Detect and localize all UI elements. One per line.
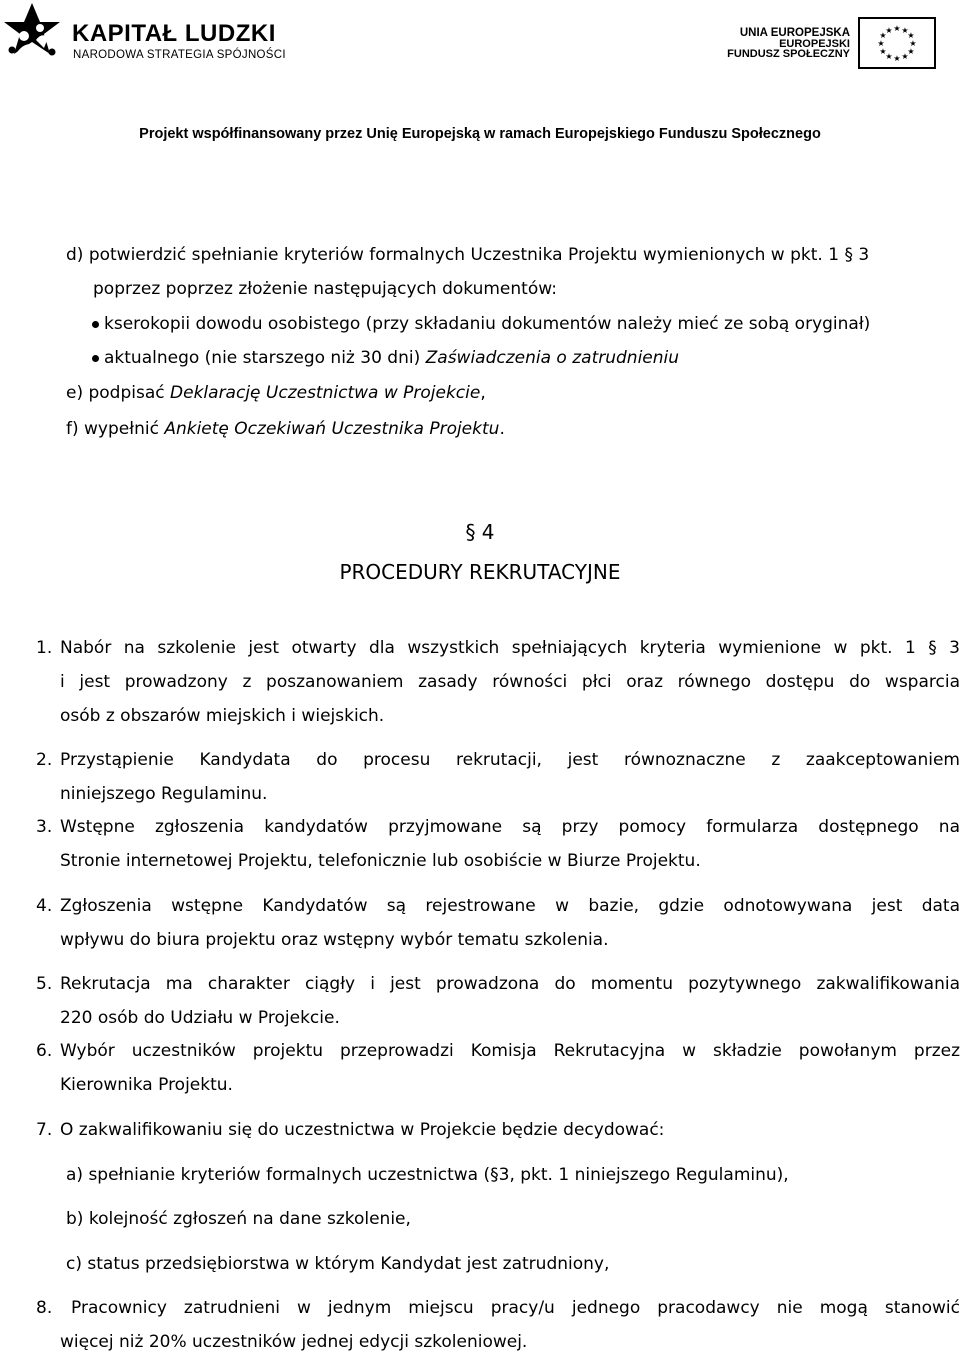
svg-text:★: ★ <box>879 47 887 56</box>
item-f: f) wypełnić Ankietę Oczekiwań Uczestnika Projektu. <box>66 419 505 439</box>
svg-text:★: ★ <box>907 47 915 56</box>
item-2-line1: Przystąpienie Kandydata do procesu rekrutacji, jest równoznaczne z zaakceptowaniem <box>60 750 960 770</box>
svg-text:★: ★ <box>893 24 901 33</box>
item-7-line1: O zakwalifikowaniu się do uczestnictwa w Projekcie będzie decydować: <box>60 1120 665 1140</box>
kapital-ludzki-logo <box>2 2 62 64</box>
item-number: 7. <box>36 1120 53 1140</box>
item-5-line2: 220 osób do Udziału w Projekcie. <box>60 1008 340 1028</box>
item-number: 1. <box>36 638 53 658</box>
item-6-line2: Kierownika Projektu. <box>60 1075 233 1095</box>
item-5-line1: Rekrutacja ma charakter ciągły i jest prowadzona do momentu pozytywnego zakwalifikowania <box>60 974 960 994</box>
eu-flag-icon <box>858 17 936 69</box>
bullet-icon <box>92 321 99 328</box>
svg-text:★: ★ <box>901 52 909 61</box>
item-number: 6. <box>36 1041 53 1061</box>
section-title: PROCEDURY REKRUTACYJNE <box>339 560 621 584</box>
svg-text:★: ★ <box>885 52 893 61</box>
item-7b: b) kolejność zgłoszeń na dane szkolenie, <box>66 1209 411 1229</box>
item-6-line1: Wybór uczestników projektu przeprowadzi Komisja Rekrutacyjna w składzie powołanym przez <box>60 1041 960 1061</box>
item-8-line2: więcej niż 20% uczestników jednej edycji szkoleniowej. <box>60 1332 528 1352</box>
bullet-icon <box>92 355 99 362</box>
item-number: 4. <box>36 896 53 916</box>
svg-text:★: ★ <box>877 39 885 48</box>
item-4-line1: Zgłoszenia wstępne Kandydatów są rejestrowane w bazie, gdzie odnotowywana jest data <box>60 896 960 916</box>
item-d: d) potwierdzić spełnianie kryteriów formalnych Uczestnika Projektu wymienionych w pkt. 1 § 3 <box>66 245 870 265</box>
svg-text:★: ★ <box>879 31 887 40</box>
item-number: 2. <box>36 750 53 770</box>
item-1-line2: i jest prowadzony z poszanowaniem zasady równości płci oraz równego dostępu do wsparcia <box>60 672 960 692</box>
item-number: 8. <box>36 1298 53 1318</box>
item-7c: c) status przedsiębiorstwa w którym Kandydat jest zatrudniony, <box>66 1254 610 1274</box>
svg-text:★: ★ <box>901 26 909 35</box>
item-3-line1: Wstępne zgłoszenia kandydatów przyjmowane są przy pomocy formularza dostępnego na <box>60 817 960 837</box>
bullet-item-2: aktualnego (nie starszego niż 30 dni) Zaświadczenia o zatrudnieniu <box>104 348 680 368</box>
item-number: 3. <box>36 817 53 837</box>
item-1-line3: osób z obszarów miejskich i wiejskich. <box>60 706 385 726</box>
brand-left-subtitle: NARODOWA STRATEGIA SPÓJNOŚCI <box>73 49 286 61</box>
section-number: § 4 <box>465 520 495 544</box>
brand-right-line3: FUNDUSZ SPOŁECZNY <box>727 48 850 60</box>
brand-left-title: KAPITAŁ LUDZKI <box>72 20 276 47</box>
bullet-item-1: kserokopii dowodu osobistego (przy składaniu dokumentów należy mieć ze sobą oryginał) <box>104 314 871 334</box>
item-4-line2: wpływu do biura projektu oraz wstępny wybór tematu szkolenia. <box>60 930 609 950</box>
cofinancing-note: Projekt współfinansowany przez Unię Europejską w ramach Europejskiego Funduszu Społecznego <box>139 126 821 142</box>
svg-text:★: ★ <box>907 31 915 40</box>
item-7a: a) spełnianie kryteriów formalnych uczestnictwa (§3, pkt. 1 niniejszego Regulaminu), <box>66 1165 789 1185</box>
item-1-line1: Nabór na szkolenie jest otwarty dla wszystkich spełniających kryteria wymienione w pkt. 1 § 3 <box>60 638 960 658</box>
item-number: 5. <box>36 974 53 994</box>
item-8-line1: Pracownicy zatrudnieni w jednym miejscu pracy/u jednego pracodawcy nie mogą stanowić <box>71 1298 960 1318</box>
item-e: e) podpisać Deklarację Uczestnictwa w Projekcie, <box>66 383 486 403</box>
item-3-line2: Stronie internetowej Projektu, telefonicznie lub osobiście w Biurze Projektu. <box>60 851 701 871</box>
item-d-continued: poprzez poprzez złożenie następujących dokumentów: <box>93 279 557 299</box>
svg-text:★: ★ <box>893 54 901 63</box>
brand-right-line1: UNIA EUROPEJSKA <box>739 27 850 39</box>
svg-text:★: ★ <box>909 39 917 48</box>
svg-text:★: ★ <box>885 26 893 35</box>
item-2-line2: niniejszego Regulaminu. <box>60 784 268 804</box>
brand-right-line2: EUROPEJSKI <box>779 38 850 50</box>
